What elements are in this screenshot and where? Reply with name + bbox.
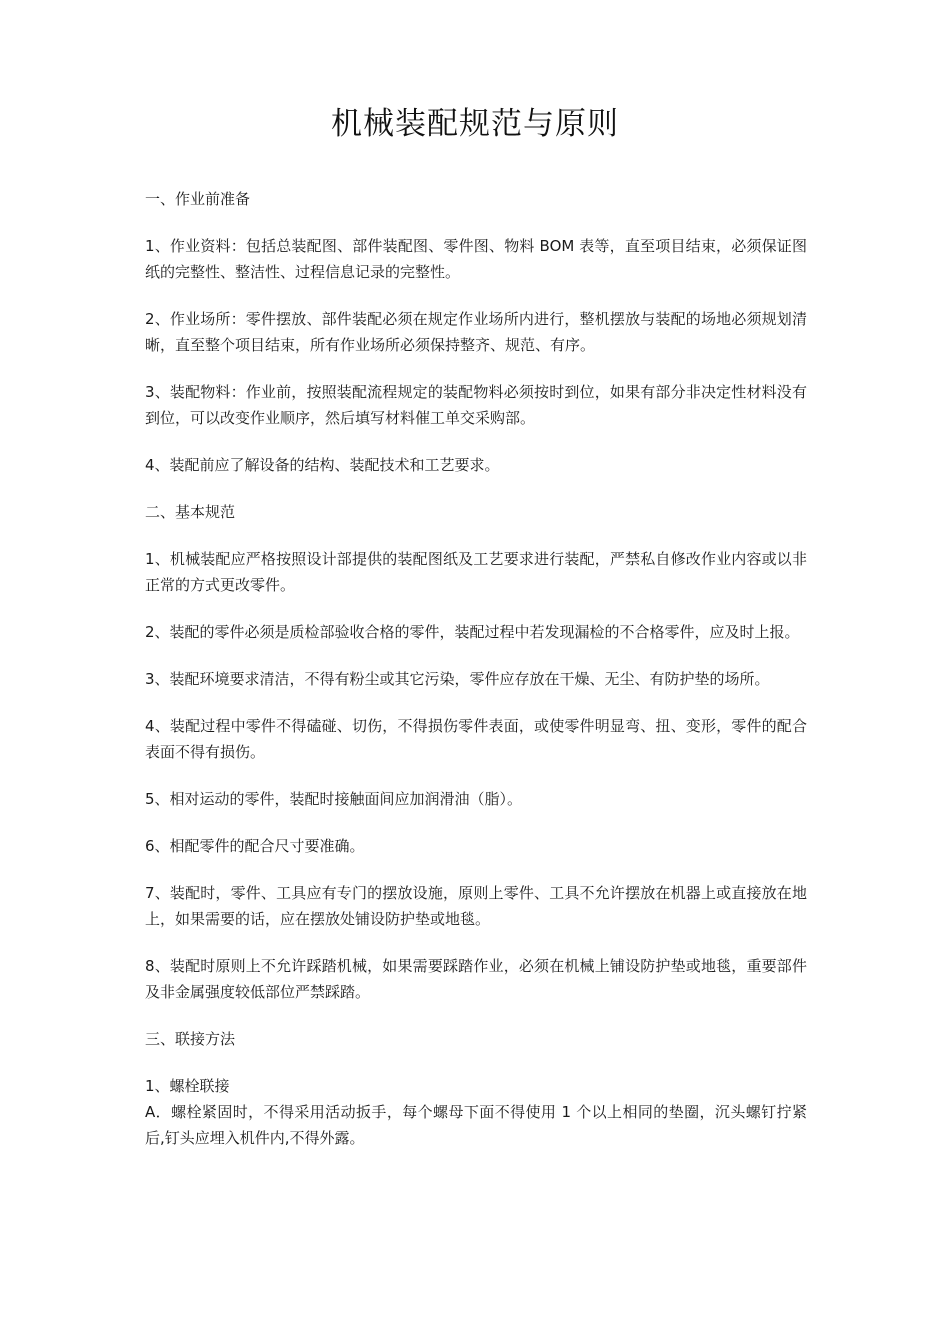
paragraph: A．螺栓紧固时，不得采用活动扳手，每个螺母下面不得使用 1 个以上相同的垫圈，沉头螺钉拧紧后,钉头应埋入机件内,不得外露。 bbox=[145, 1103, 807, 1147]
document-body bbox=[145, 186, 807, 1172]
section-heading: 一、作业前准备 bbox=[145, 190, 251, 208]
subsection-heading: 1、螺栓联接 bbox=[145, 1077, 230, 1095]
paragraph: 3、装配环境要求清洁，不得有粉尘或其它污染，零件应存放在干燥、无尘、有防护垫的场所。 bbox=[145, 670, 770, 688]
paragraph: 7、装配时，零件、工具应有专门的摆放设施，原则上零件、工具不允许摆放在机器上或直接放在地上，如果需要的话，应在摆放处铺设防护垫或地毯。 bbox=[145, 884, 807, 928]
paragraph: 6、相配零件的配合尺寸要准确。 bbox=[145, 837, 365, 855]
paragraph: 4、装配过程中零件不得磕碰、切伤，不得损伤零件表面，或使零件明显弯、扭、变形，零件的配合表面不得有损伤。 bbox=[145, 717, 807, 761]
section-heading: 三、联接方法 bbox=[145, 1030, 236, 1048]
paragraph: 3、装配物料：作业前，按照装配流程规定的装配物料必须按时到位，如果有部分非决定性材料没有到位，可以改变作业顺序，然后填写材料催工单交采购部。 bbox=[145, 383, 807, 427]
paragraph: 8、装配时原则上不允许踩踏机械，如果需要踩踏作业，必须在机械上铺设防护垫或地毯，重要部件及非金属强度较低部位严禁踩踏。 bbox=[145, 957, 807, 1001]
paragraph: 1、作业资料：包括总装配图、部件装配图、零件图、物料 BOM 表等，直至项目结束，必须保证图纸的完整性、整洁性、过程信息记录的完整性。 bbox=[145, 237, 807, 281]
paragraph: 2、作业场所：零件摆放、部件装配必须在规定作业场所内进行，整机摆放与装配的场地必须规划清晰，直至整个项目结束，所有作业场所必须保持整齐、规范、有序。 bbox=[145, 310, 807, 354]
paragraph: 5、相对运动的零件，装配时接触面间应加润滑油（脂）。 bbox=[145, 790, 523, 808]
section-heading: 二、基本规范 bbox=[145, 503, 236, 521]
document-title: 机械装配规范与原则 bbox=[331, 106, 619, 142]
paragraph: 4、装配前应了解设备的结构、装配技术和工艺要求。 bbox=[145, 456, 500, 474]
paragraph: 2、装配的零件必须是质检部验收合格的零件，装配过程中若发现漏检的不合格零件，应及时上报。 bbox=[145, 623, 800, 641]
paragraph: 1、机械装配应严格按照设计部提供的装配图纸及工艺要求进行装配，严禁私自修改作业内容或以非正常的方式更改零件。 bbox=[145, 550, 807, 594]
